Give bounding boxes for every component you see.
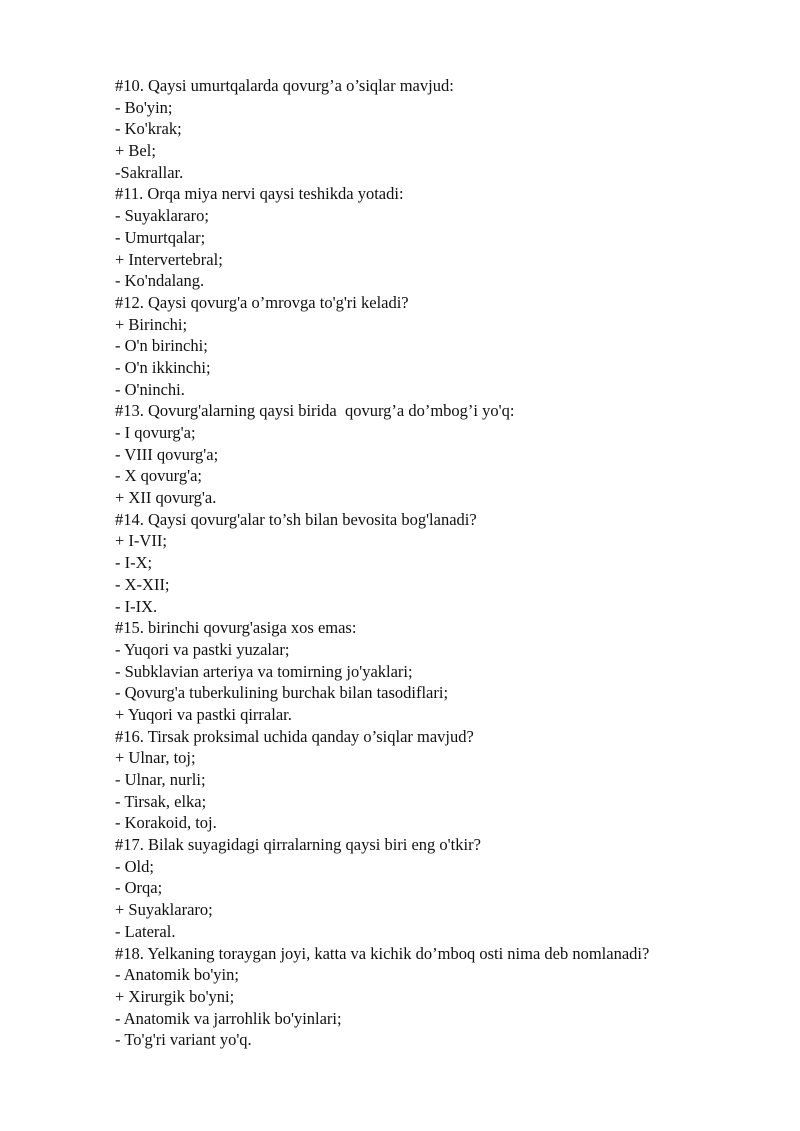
quiz-content [115, 75, 785, 1051]
option: + Xirurgik bo'yni; [115, 986, 235, 1006]
question-12: #12. Qaysi qovurg'a o’mrovga to'g'ri keladi? [115, 292, 409, 312]
option: - Ko'ndalang. [115, 271, 205, 291]
question-14: #14. Qaysi qovurg'alar to’sh bilan bevosita bog'lanadi? [115, 509, 477, 529]
option: - VIII qovurg'a; [115, 444, 219, 464]
option: - O'n ikkinchi; [115, 357, 211, 377]
option: - Bo'yin; [115, 97, 173, 117]
option: + Bel; [115, 141, 156, 161]
option: + Birinchi; [115, 314, 188, 334]
question-13: #13. Qovurg'alarning qaysi birida qovurg’a do’mbog’i yo'q: [115, 401, 515, 421]
option: - Subklavian arteriya va tomirning jo'yaklari; [115, 661, 413, 681]
option: + Suyaklararo; [115, 900, 213, 920]
option: - Korakoid, toj. [115, 813, 217, 833]
question-11: #11. Orqa miya nervi qaysi teshikda yotadi: [115, 184, 404, 204]
option: - X-XII; [115, 574, 170, 594]
option: - Anatomik bo'yin; [115, 965, 239, 985]
option: -Sakrallar. [115, 162, 184, 182]
question-18: #18. Yelkaning toraygan joyi, katta va kichik do’mboq osti nima deb nomlanadi? [115, 943, 650, 963]
option: - Old; [115, 856, 154, 876]
option: - To'g'ri variant yo'q. [115, 1030, 252, 1050]
option: - Anatomik va jarrohlik bo'yinlari; [115, 1008, 342, 1028]
option: - Tirsak, elka; [115, 791, 207, 811]
question-16: #16. Tirsak proksimal uchida qanday o’siqlar mavjud? [115, 726, 474, 746]
option: - X qovurg'a; [115, 466, 202, 486]
option: - Suyaklararo; [115, 206, 209, 226]
option: + I-VII; [115, 531, 167, 551]
option: - Qovurg'a tuberkulining burchak bilan tasodiflari; [115, 683, 449, 703]
option: - I-IX. [115, 596, 158, 616]
option: - Orqa; [115, 878, 163, 898]
option: + Yuqori va pastki qirralar. [115, 704, 292, 724]
option: + XII qovurg'a. [115, 488, 217, 508]
option: - I qovurg'a; [115, 423, 196, 442]
option: - O'n birinchi; [115, 336, 208, 356]
question-15: #15. birinchi qovurg'asiga xos emas: [115, 618, 357, 638]
option: - Yuqori va pastki yuzalar; [115, 639, 290, 659]
question-10: #10. Qaysi umurtqalarda qovurg’a o’siqlar mavjud: [115, 76, 454, 95]
option: + Intervertebral; [115, 249, 223, 269]
option: - Umurtqalar; [115, 227, 206, 247]
option: - Ko'krak; [115, 119, 182, 139]
option: + Ulnar, toj; [115, 748, 196, 768]
question-17: #17. Bilak suyagidagi qirralarning qaysi biri eng o'tkir? [115, 835, 481, 855]
option: - Lateral. [115, 921, 176, 941]
option: - I-X; [115, 553, 153, 573]
option: - O'ninchi. [115, 379, 185, 399]
option: - Ulnar, nurli; [115, 770, 206, 789]
